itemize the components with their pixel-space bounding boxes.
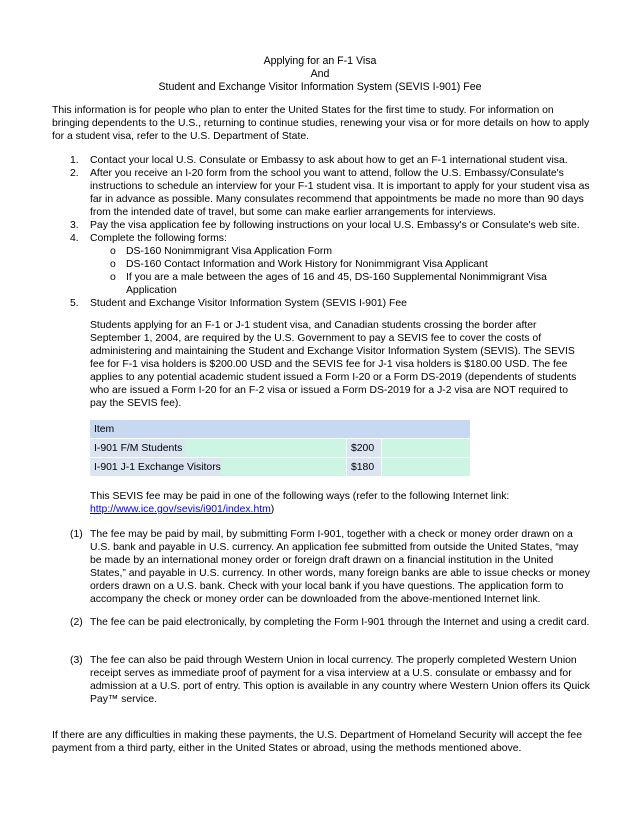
payment-method-text: The fee can also be paid through Western Union in local currency. The properly completed Western Union receipt serves as immediate proof of payment for a visa interview at a U.S. consulate or embassy and for admission at a U.S. port of entry. This option is available in any country where Western Union offers its Quick Pay™ service. xyxy=(90,655,590,705)
payment-method-number: (1) xyxy=(70,529,83,540)
payment-intro-close: ) xyxy=(270,504,275,515)
table-header-item: Item xyxy=(90,420,471,439)
table-row xyxy=(90,439,471,458)
fee-table xyxy=(89,419,471,477)
step-text: Pay the visa application fee by following instructions on your local U.S. Embassy's or Consulate's web site. xyxy=(90,220,580,231)
fee-spacer xyxy=(382,458,471,477)
payment-method-number: (3) xyxy=(70,655,83,666)
payment-intro-text: This SEVIS fee may be paid in one of the following ways (refer to the following Internet link: xyxy=(90,491,510,502)
fee-item: I-901 F/M Students xyxy=(90,439,347,458)
title-line-2: And xyxy=(310,68,330,80)
payment-method-text: The fee may be paid by mail, by submitting Form I-901, together with a check or money order drawn on a U.S. bank and payable in U.S. currency. An application fee submitted from outside the United States, “may be made by an international money order or foreign draft drawn on a financial institution in the United States,” and payable in U.S. currency. In other words, many foreign banks are able to issue checks or money orders drawn on a U.S. bank. Check with your local bank if you have questions. The application form to accompany the check or money order can be downloaded from the above-mentioned Internet link. xyxy=(90,529,590,605)
form-name: If you are a male between the ages of 16 and 45, DS-160 Supplemental Nonimmigrant Visa Application xyxy=(126,272,547,296)
title-line-1: Applying for an F-1 Visa xyxy=(263,55,377,67)
bullet-marker: o xyxy=(110,246,116,257)
step-number: 1. xyxy=(70,155,79,166)
intro-paragraph: This information is for people who plan to enter the United States for the first time to study. For information on bringing dependents to the U.S., returning to continue studies, renewing your visa or for more details on how to apply for a student visa, refer to the U.S. Department of State. xyxy=(52,105,590,142)
step-number: 4. xyxy=(70,233,79,244)
form-name: DS-160 Nonimmigrant Visa Application Form xyxy=(126,246,332,257)
payment-method-number: (2) xyxy=(70,617,83,628)
fee-item: I-901 J-1 Exchange Visitors xyxy=(90,458,347,477)
form-name: DS-160 Contact Information and Work History for Nonimmigrant Visa Applicant xyxy=(126,259,488,270)
payment-intro xyxy=(90,490,580,516)
step-text: Contact your local U.S. Consulate or Embassy to ask about how to get an F-1 international student visa. xyxy=(90,155,568,166)
bullet-marker: o xyxy=(110,272,116,283)
sevis-paragraph: Students applying for an F-1 or J-1 student visa, and Canadian students crossing the border after September 1, 2004, are required by the U.S. Government to pay a SEVIS fee to cover the costs of administering and maintaining the Student and Exchange Visitor Information System (SEVIS). The SEVIS fee for F-1 visa holders is $200.00 USD and the SEVIS fee for J-1 visa holders is $180.00 USD. The fee applies to any potential academic student issued a Form I-20 or a Form DS-2019 (dependents of students who are issued a Form I-20 for an F-2 visa or issued a Form DS-2019 for a J-2 visa are NOT required to pay the SEVIS fee). xyxy=(90,320,577,409)
fee-amount: $200 xyxy=(347,439,382,458)
step-number: 5. xyxy=(70,298,79,309)
fee-amount: $180 xyxy=(347,458,382,477)
title-line-3: Student and Exchange Visitor Information System (SEVIS I-901) Fee xyxy=(158,81,482,93)
closing-paragraph: If there are any difficulties in making these payments, the U.S. Department of Homeland Security will accept the fee payment from a third party, either in the United States or abroad, using the methods mentioned above. xyxy=(52,730,582,754)
step-number: 3. xyxy=(70,220,79,231)
step-text: After you receive an I-20 form from the school you want to attend, follow the U.S. Embassy/Consulate's instructions to schedule an interview for your F-1 student visa. It is important to apply for your student visa as far in advance as possible. Many consulates recommend that appointments be made no more than 90 days from the intended date of travel, but some can make earlier arrangements for interviews. xyxy=(90,168,590,218)
table-header-row xyxy=(90,420,471,439)
step-text: Student and Exchange Visitor Information System (SEVIS I-901) Fee xyxy=(90,298,407,309)
bullet-marker: o xyxy=(110,259,116,270)
payment-method-text: The fee can be paid electronically, by completing the Form I-901 through the Internet and using a credit card. xyxy=(90,617,590,628)
step-text: Complete the following forms: xyxy=(90,233,227,244)
step-number: 2. xyxy=(70,168,79,179)
table-row xyxy=(90,458,471,477)
fee-spacer xyxy=(382,439,471,458)
sevis-link[interactable]: http://www.ice.gov/sevis/i901/index.htm xyxy=(90,504,271,515)
